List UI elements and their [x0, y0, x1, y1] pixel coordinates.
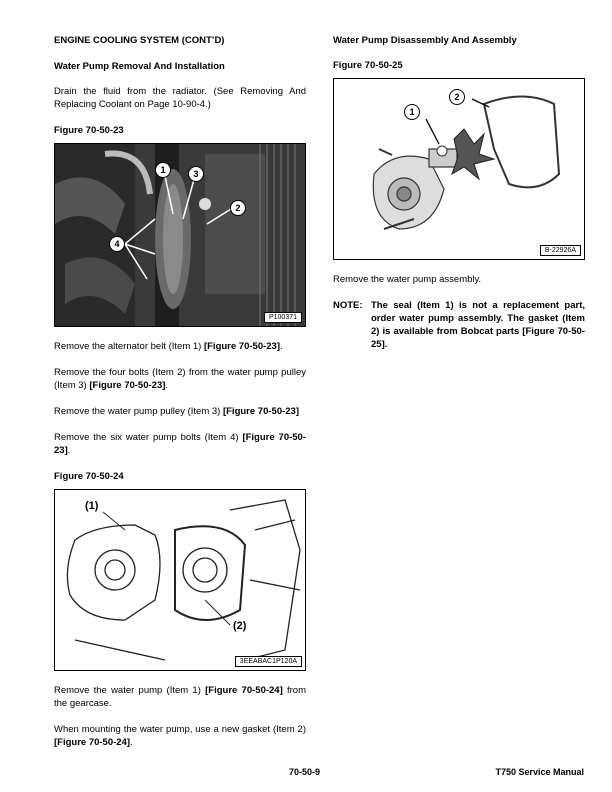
note — [333, 299, 585, 351]
section-title: ENGINE COOLING SYSTEM (CONT’D) — [54, 35, 225, 46]
callout-4: 4 — [109, 236, 125, 252]
water-pump-exploded-drawing — [334, 79, 584, 259]
disassembly-title: Water Pump Disassembly And Assembly — [333, 35, 517, 46]
right-column — [333, 30, 585, 351]
drain-paragraph: Drain the fluid from the radiator. (See Removing And Replacing Coolant on Page 10-90-4.) — [54, 86, 306, 110]
callout-1-seal: 1 — [404, 104, 420, 120]
left-column — [54, 30, 306, 749]
callout-3: 3 — [188, 166, 204, 182]
figure-23-label: Figure 70-50-23 — [54, 125, 124, 136]
step-1: Remove the alternator belt (Item 1) [Figure 70-50-23]. — [54, 341, 283, 352]
figure-24-code: 3EEABAC1P120A — [235, 656, 302, 667]
figure-25 — [333, 78, 585, 260]
figure-24 — [54, 489, 306, 671]
figure-25-label: Figure 70-50-25 — [333, 60, 403, 71]
figure-23 — [54, 143, 306, 327]
callout-item-1: (1) — [85, 500, 99, 512]
callout-1: 1 — [155, 162, 171, 178]
callout-2-gasket: 2 — [449, 89, 465, 105]
step-2: Remove the four bolts (Item 2) from the water pump pulley (Item 3) [Figure 70-50-23]. — [54, 367, 306, 391]
page-number: 70-50-9 — [289, 767, 321, 777]
manual-name: T750 Service Manual — [495, 767, 584, 777]
callout-item-2: (2) — [233, 620, 247, 632]
step-5: Remove the water pump (Item 1) [Figure 70-50-24] from the gearcase. — [54, 685, 307, 709]
remove-assembly-text: Remove the water pump assembly. — [333, 274, 482, 285]
step-3: Remove the water pump pulley (Item 3) [Figure 70-50-23] — [54, 406, 299, 417]
step-6: When mounting the water pump, use a new gasket (Item 2) [Figure 70-50-24]. — [54, 724, 306, 748]
callout-2: 2 — [230, 200, 246, 216]
figure-25-code: B-22926A — [540, 245, 581, 256]
figure-23-code: P100371 — [264, 312, 302, 323]
water-pump-drawing — [55, 490, 305, 670]
engine-photo-illustration — [55, 144, 305, 326]
note-text: The seal (Item 1) is not a replacement part, order water pump assembly. The gasket (Item 2) is available from Bobcat parts [Figure 70-50-25]. — [371, 300, 585, 350]
note-label: NOTE: — [333, 300, 363, 311]
subsection-title: Water Pump Removal And Installation — [54, 61, 225, 72]
figure-24-label: Figure 70-50-24 — [54, 471, 124, 482]
step-4: Remove the six water pump bolts (Item 4) [Figure 70-50-23]. — [54, 432, 306, 456]
